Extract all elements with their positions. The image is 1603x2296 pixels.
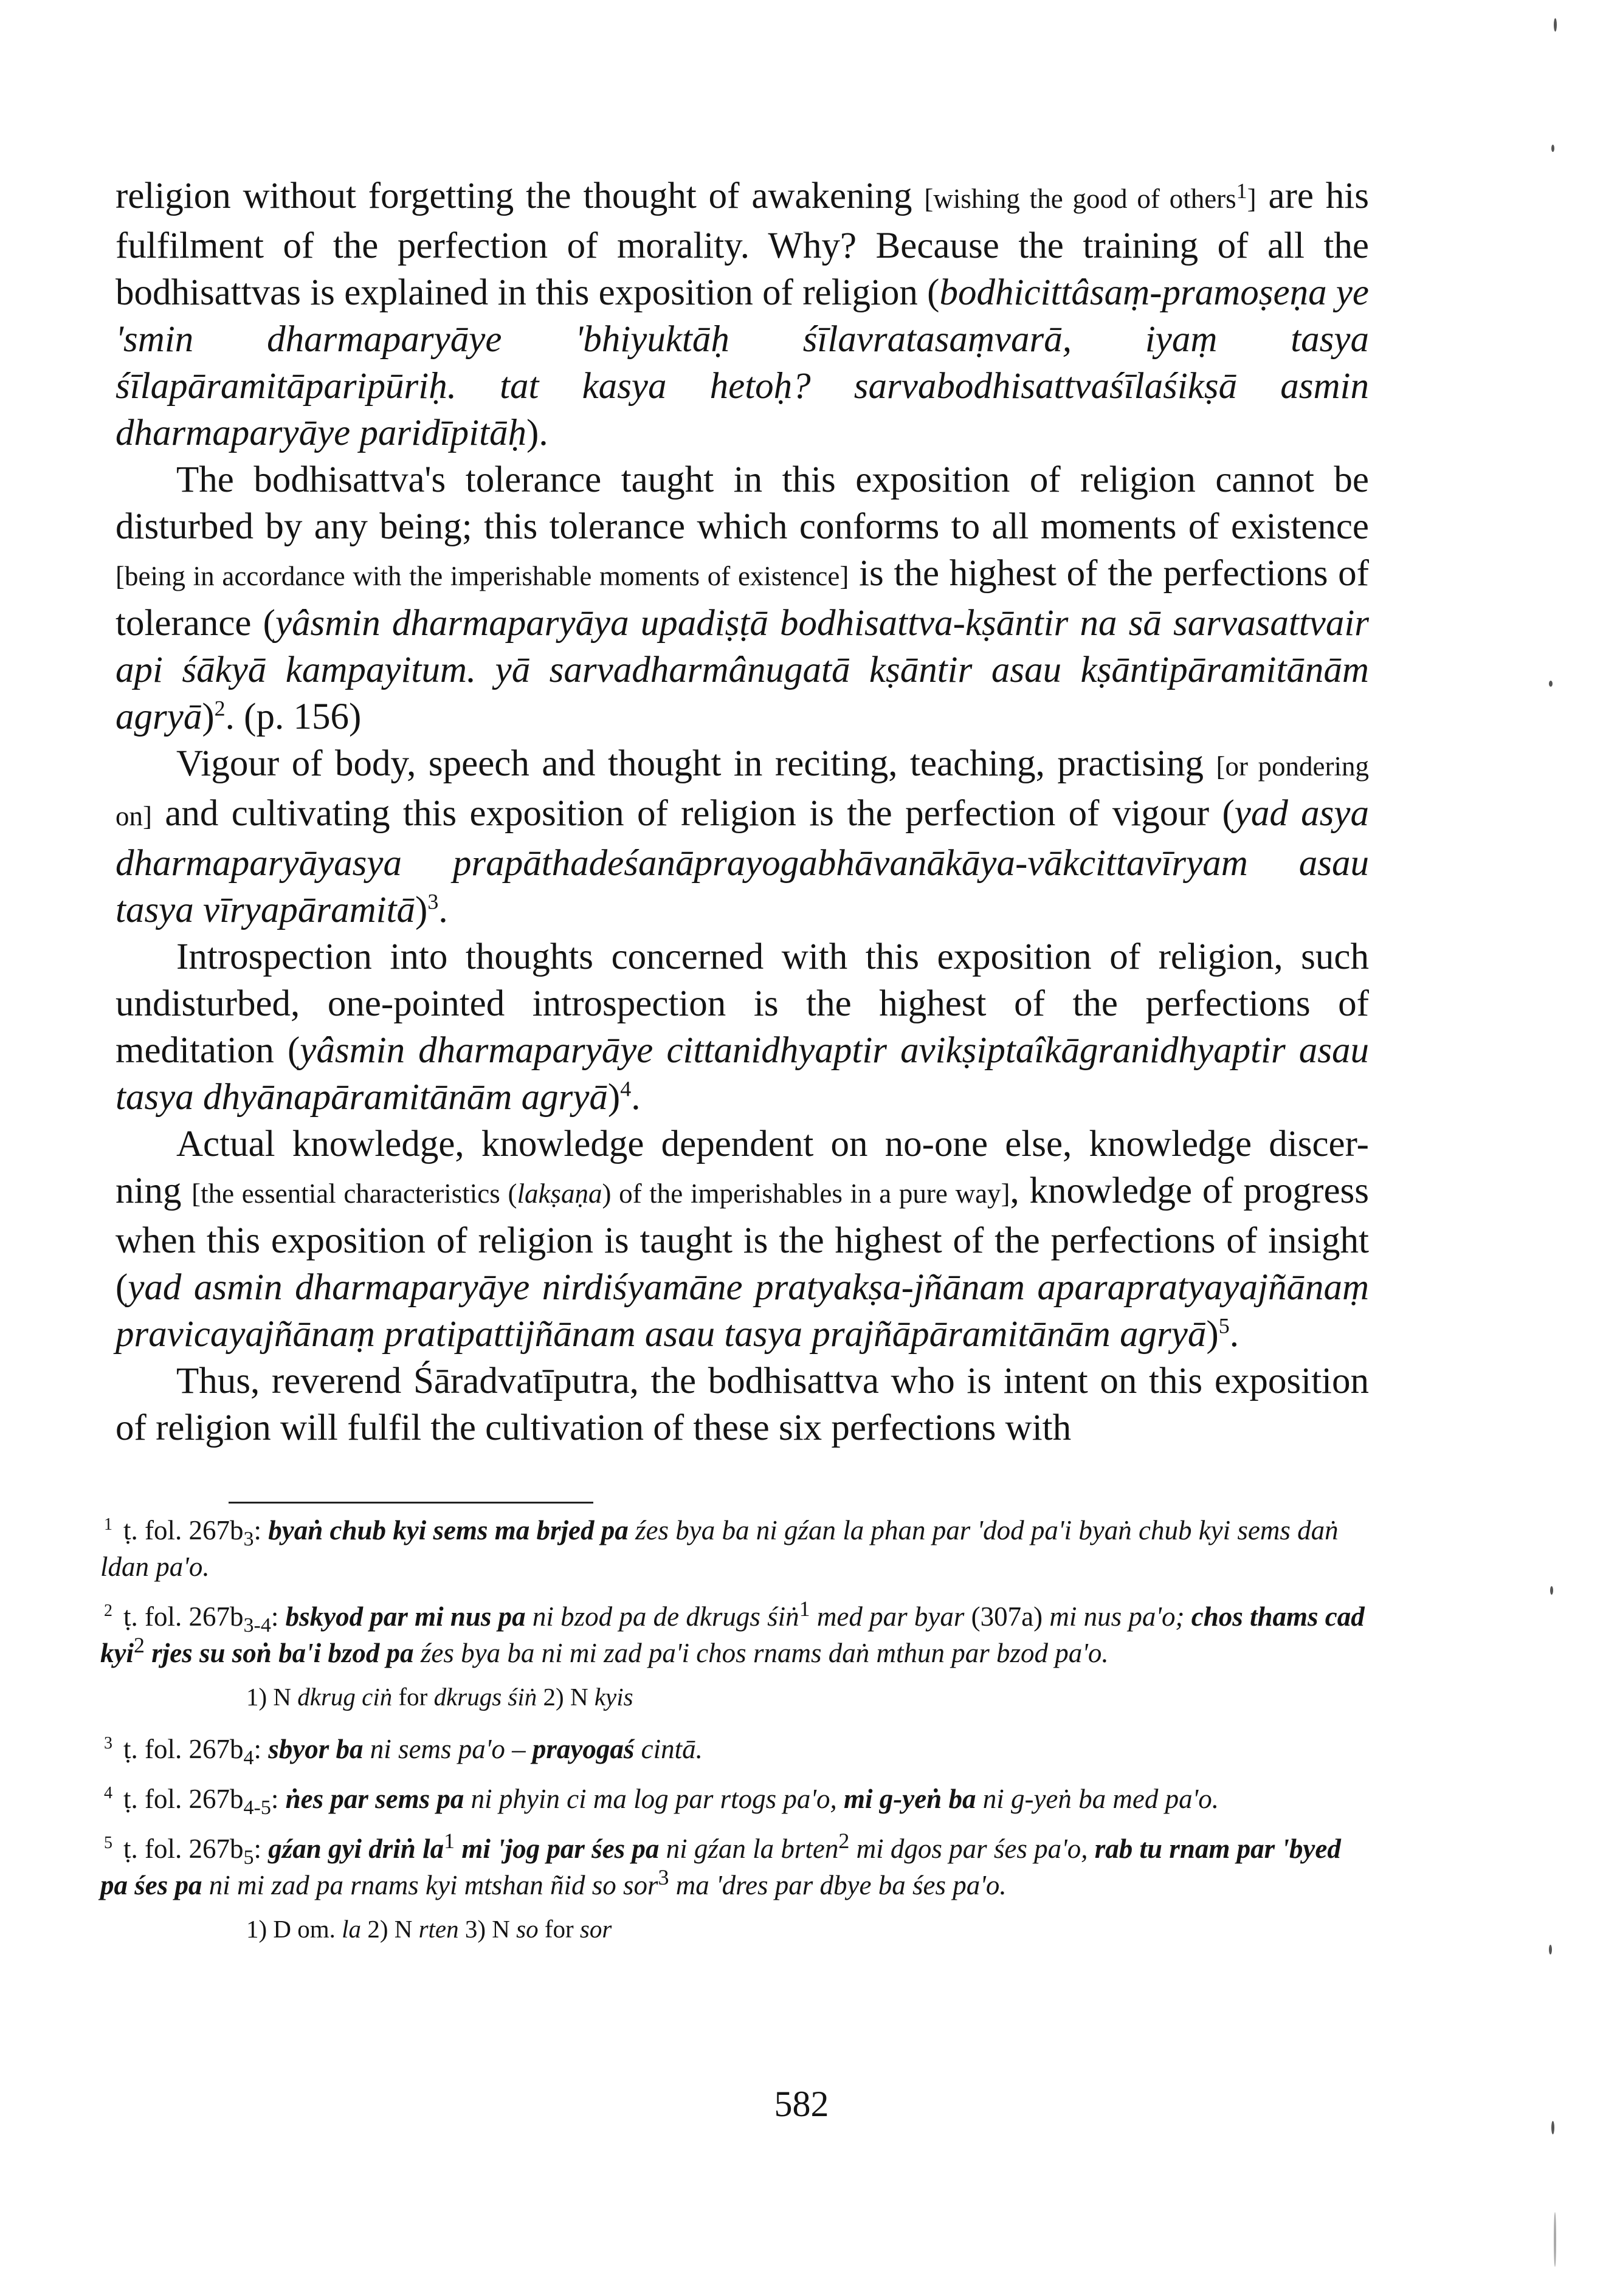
footnote-ref: 4	[620, 1076, 632, 1101]
paragraph-morality: religion without forgetting the thought of awakening [wishing the good of others$^1$] are his fulfilment of the perfection of morality. Why? Because the training of all the bodhisattvas is explained in this exposition of religion (bodhicittâsaṃ-pramoṣeṇa ye 'smin dharmaparyāye 'bhiyuktāḥ śīlavratasaṃvarā, iyaṃ tasya śīlapāramitāparipūriḥ. tat kasya hetoḥ? sarvabodhisattvaśīlaśikṣā asmin dharmaparyāye paridīpitāḥ).	[115, 176, 1369, 453]
footnote-2-variants: 1) N dkrug ciṅ for dkrugs śiṅ 2) N kyis	[246, 1683, 633, 1711]
footnote-5: $^5$ ṭ. fol. $267b_5$: gźan gyi driṅ $la^1$ mi 'jog par śes pa ni gźan la brten$^2$ mi dgos par śes pa'o, rab tu rnam par 'byed pa śes pa ni mi zad pa rnams kyi mtshan ñid so sor$^3$ ma 'dres par dbye ba śes pa'o.	[100, 1829, 1341, 1900]
paragraph-meditation: Introspection into thoughts concerned with this exposition of religion, such undisturbed, one-pointed introspection is the highest of the perfections of meditation (yâsmin dharmaparyāye cittanidhyaptir avikṣiptaîkāgranidhyaptir asau tasya dhyānapāramitānām agryā)$^4$.	[115, 937, 1370, 1118]
paragraph-six-perfections: Thus, reverend Śāradvatīputra, the bodhisattva who is intent on this exposition of religion will fulfil the cultivation of these six perfections with	[115, 1361, 1369, 1448]
footnote-1: $^1$ ṭ. fol. $267b_3$: byaṅ chub kyi sems ma brjed pa źes bya ba ni gźan la phan par 'dod pa'i byaṅ chub kyi sems daṅ ldan pa'o.	[100, 1515, 1339, 1582]
gloss: [the essential characteristics (lakṣaṇa) of the imperishables in a pure way]	[191, 1178, 1010, 1209]
gloss: [or pondering on]	[115, 751, 1369, 831]
footnote-5-variants: 1) D om. la 2) N rten 3) N so for sor	[246, 1915, 612, 1943]
footnote-ref: 5	[1218, 1313, 1230, 1338]
footnote-ref: 2	[214, 696, 226, 721]
main-text	[115, 173, 1369, 1451]
sanskrit-quote: yad asya dharmaparyāyasya prapāthadeśanāprayogabhāvanākāya-vākcittavīryam asau tasya vīryapāramitā	[115, 793, 1369, 930]
paragraph-tolerance: The bodhisattva's tolerance taught in this exposition of religion cannot be disturbed by any being; this tolerance which conforms to all moments of existence [being in accordance with the imperishable moments of existence] is the highest of the perfections of tolerance (yâsmin dharmaparyāya upadiṣṭā bodhisattva-kṣāntir na sā sarvasattvair api śākyā kampayitum. yā sarvadharmânugatā kṣāntir asau kṣāntipāramitānām agryā)$^2$. (p. 156)	[115, 459, 1370, 737]
gloss: [being in accordance with the imperishable moments of existence]	[115, 561, 849, 591]
footnote-separator	[229, 1502, 593, 1504]
sanskrit-quote: bodhicittâsaṃ-pramoṣeṇa ye 'smin dharmaparyāye 'bhiyuktāḥ śīlavratasaṃvarā, iyaṃ tasya śīlapāramitāparipūriḥ. tat kasya hetoḥ? sarvabodhisattvaśīlaśikṣā asmin dharmaparyāye paridīpitāḥ	[115, 272, 1369, 453]
scan-speck	[1554, 18, 1557, 32]
scan-speck	[1550, 1586, 1553, 1595]
paragraph-vigour: Vigour of body, speech and thought in reciting, teaching, practising [or pondering on] and cultivating this exposition of religion is the perfection of vigour (yad asya dharmaparyāyasya prapāthadeśanāprayogabhāvanākāya-vākcittavīryam asau tasya vīryapāramitā)$^3$.	[115, 743, 1369, 930]
sanskrit-quote: yâsmin dharmaparyāye cittanidhyaptir avikṣiptaîkāgranidhyaptir asau tasya dhyānapāramitānām agryā	[115, 1030, 1370, 1118]
paragraph-insight: Actual knowledge, knowledge dependent on no-one else, knowledge discer-ning [the essential characteristics (lakṣaṇa) of the imperishables in a pure way], knowledge of progress when this exposition of religion is taught is the highest of the perfections of insight (yad asmin dharmaparyāye nirdiśyamāne pratyakṣa-jñānam aparapratyayajñānaṃ pravicayajñānaṃ pratipattijñānam asau tasya prajñāpāramitānām agryā)$^5$.	[115, 1124, 1369, 1355]
footnote-2: $^2$ ṭ. fol. $267b_{3-4}$: bskyod par mi nus pa ni bzod pa de dkrugs śiṅ$^1$ med par byar (307a) mi nus pa'o; chos thams cad kyi$^2$ rjes su soṅ ba'i bzod pa źes bya ba ni mi zad pa'i chos rnams daṅ mthun par bzod pa'o.	[100, 1597, 1365, 1668]
footnotes	[100, 1512, 1365, 1963]
footnote-3: $^3$ ṭ. fol. $267b_4$: sbyor ba ni sems pa'o – prayogaś cintā.	[104, 1734, 703, 1769]
scan-speck	[1549, 1945, 1552, 1954]
footnote-ref: 1	[1236, 179, 1247, 203]
page-number: 582	[774, 2084, 829, 2124]
scan-speck	[1551, 145, 1554, 152]
sanskrit-quote: yâsmin dharmaparyāya upadiṣṭā bodhisattva-kṣāntir na sā sarvasattvair api śākyā kampayitum. yā sarvadharmânugatā kṣāntir asau kṣāntipāramitānām agryā	[115, 603, 1370, 737]
footnote-4: $^4$ ṭ. fol. $267b_{4-5}$: ṅes par sems pa ni phyin ci ma log par rtogs pa'o, mi g-yeṅ ba ni g-yeṅ ba med pa'o.	[104, 1784, 1219, 1819]
footnote-ref: 3	[427, 889, 439, 914]
gloss: [wishing the good of others$^1$]	[924, 179, 1257, 214]
sanskrit-quote: yad asmin dharmaparyāye nirdiśyamāne pratyakṣa-jñānam aparapratyayajñānaṃ pravicayajñānaṃ pratipattijñānam asau tasya prajñāpāramitānām agryā	[115, 1267, 1369, 1355]
scan-speck	[1551, 2121, 1554, 2134]
scan-speck	[1549, 681, 1553, 687]
scan-speck	[1554, 2212, 1556, 2267]
